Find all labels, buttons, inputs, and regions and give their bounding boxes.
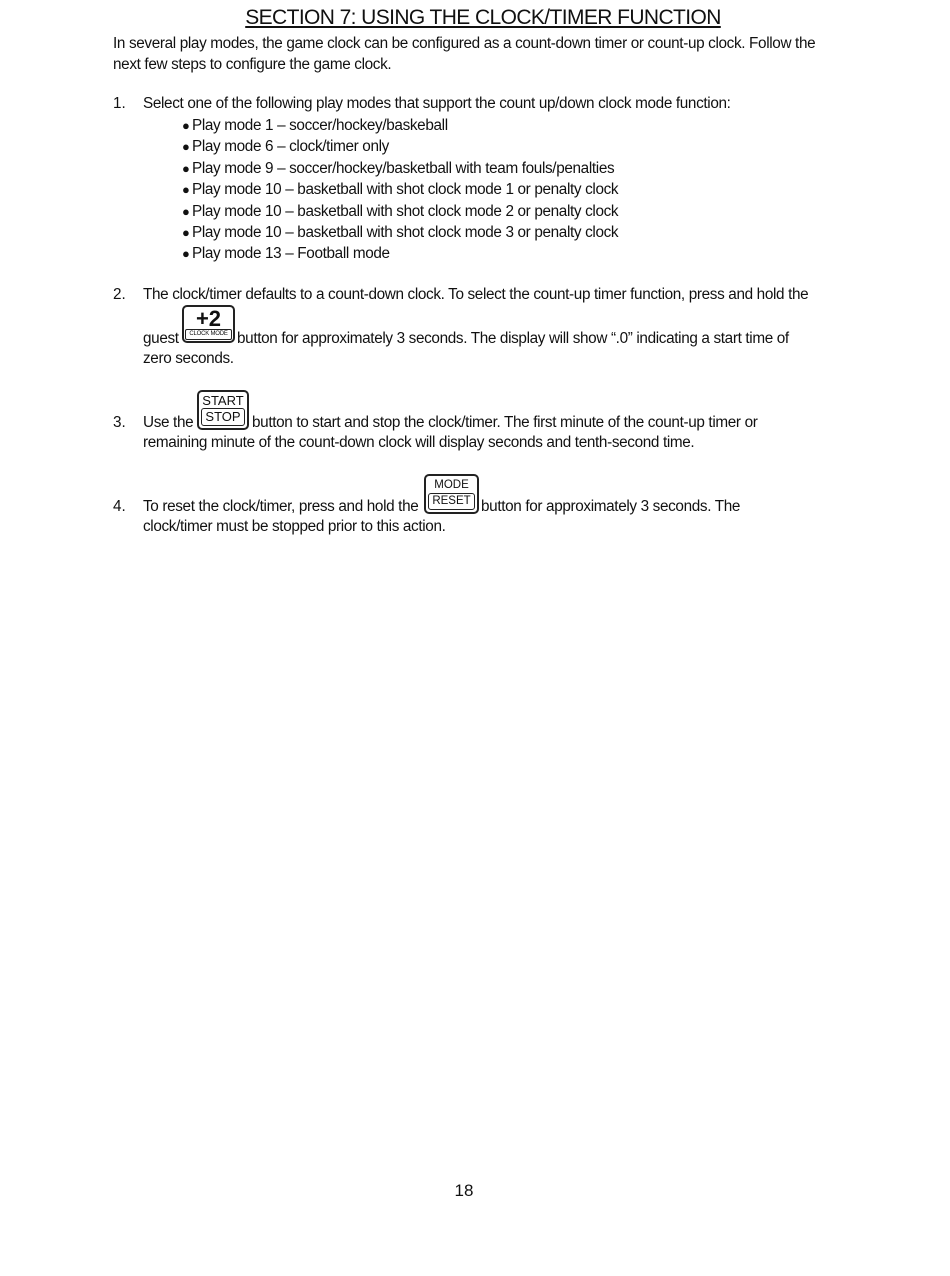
step-4-number: 4. [113, 498, 126, 515]
page-title: SECTION 7: USING THE CLOCK/TIMER FUNCTION [245, 6, 721, 29]
plus2-clock-mode-key-icon [182, 305, 235, 343]
list-item: ● Play mode 1 – soccer/hockey/baskeball [182, 115, 618, 136]
intro-paragraph: In several play modes, the game clock can be configured as a count-down timer or count-up clock. Follow the next few steps to configure the game clock. [113, 35, 816, 73]
step-3-line-1-start: Use the [143, 414, 194, 431]
bullet-icon: ● [182, 139, 190, 155]
step-2-line-1: The clock/timer defaults to a count-down clock. To select the count-up timer function, press and hold the [143, 286, 809, 303]
key-main-label: +2 [195, 306, 222, 331]
step-1-number: 1. [113, 95, 126, 112]
step-4-line-1-end: button for approximately 3 seconds. The [481, 498, 741, 515]
key-top-label: START [202, 393, 244, 408]
start-stop-key-icon [197, 390, 249, 430]
bullet-icon: ● [182, 203, 190, 219]
key-top-label: MODE [434, 479, 469, 491]
bullet-icon: ● [182, 160, 190, 176]
play-mode-list [182, 115, 618, 265]
step-2-number: 2. [113, 286, 126, 303]
step-4-line-1-start: To reset the clock/timer, press and hold the [143, 498, 419, 515]
list-item: ● Play mode 10 – basketball with shot clock mode 3 or penalty clock [182, 222, 618, 243]
bullet-icon: ● [182, 118, 190, 133]
list-item: ● Play mode 10 – basketball with shot clock mode 2 or penalty clock [182, 201, 618, 222]
list-item: ● Play mode 10 – basketball with shot clock mode 1 or penalty clock [182, 179, 618, 200]
step-4-line-2: clock/timer must be stopped prior to this action. [143, 518, 446, 535]
key-bottom-label: STOP [201, 408, 245, 426]
bullet-icon: ● [182, 246, 190, 262]
mode-reset-key-icon [424, 474, 479, 514]
key-bottom-label: RESET [428, 493, 475, 510]
page-number: 18 [454, 1181, 474, 1200]
bullet-icon: ● [182, 224, 190, 240]
step-3-number: 3. [113, 414, 126, 431]
list-item: ● Play mode 6 – clock/timer only [182, 136, 618, 157]
step-2-line-3: zero seconds. [143, 350, 234, 367]
step-1-text: Select one of the following play modes that support the count up/down clock mode function: [143, 95, 731, 112]
step-2-line-2-end: button for approximately 3 seconds. The display will show “.0” indicating a start time of [237, 330, 789, 347]
key-sub-label: CLOCK MODE [185, 329, 232, 340]
list-item: ● Play mode 13 – Football mode [182, 243, 618, 264]
bullet-icon: ● [182, 182, 190, 198]
step-2-line-2-start: guest [143, 330, 179, 347]
list-item: ● Play mode 9 – soccer/hockey/basketball with team fouls/penalties [182, 158, 618, 179]
step-3-line-1-end: button to start and stop the clock/timer. The first minute of the count-up timer or [252, 414, 758, 431]
step-3-line-2: remaining minute of the count-down clock will display seconds and tenth-second time. [143, 434, 695, 451]
